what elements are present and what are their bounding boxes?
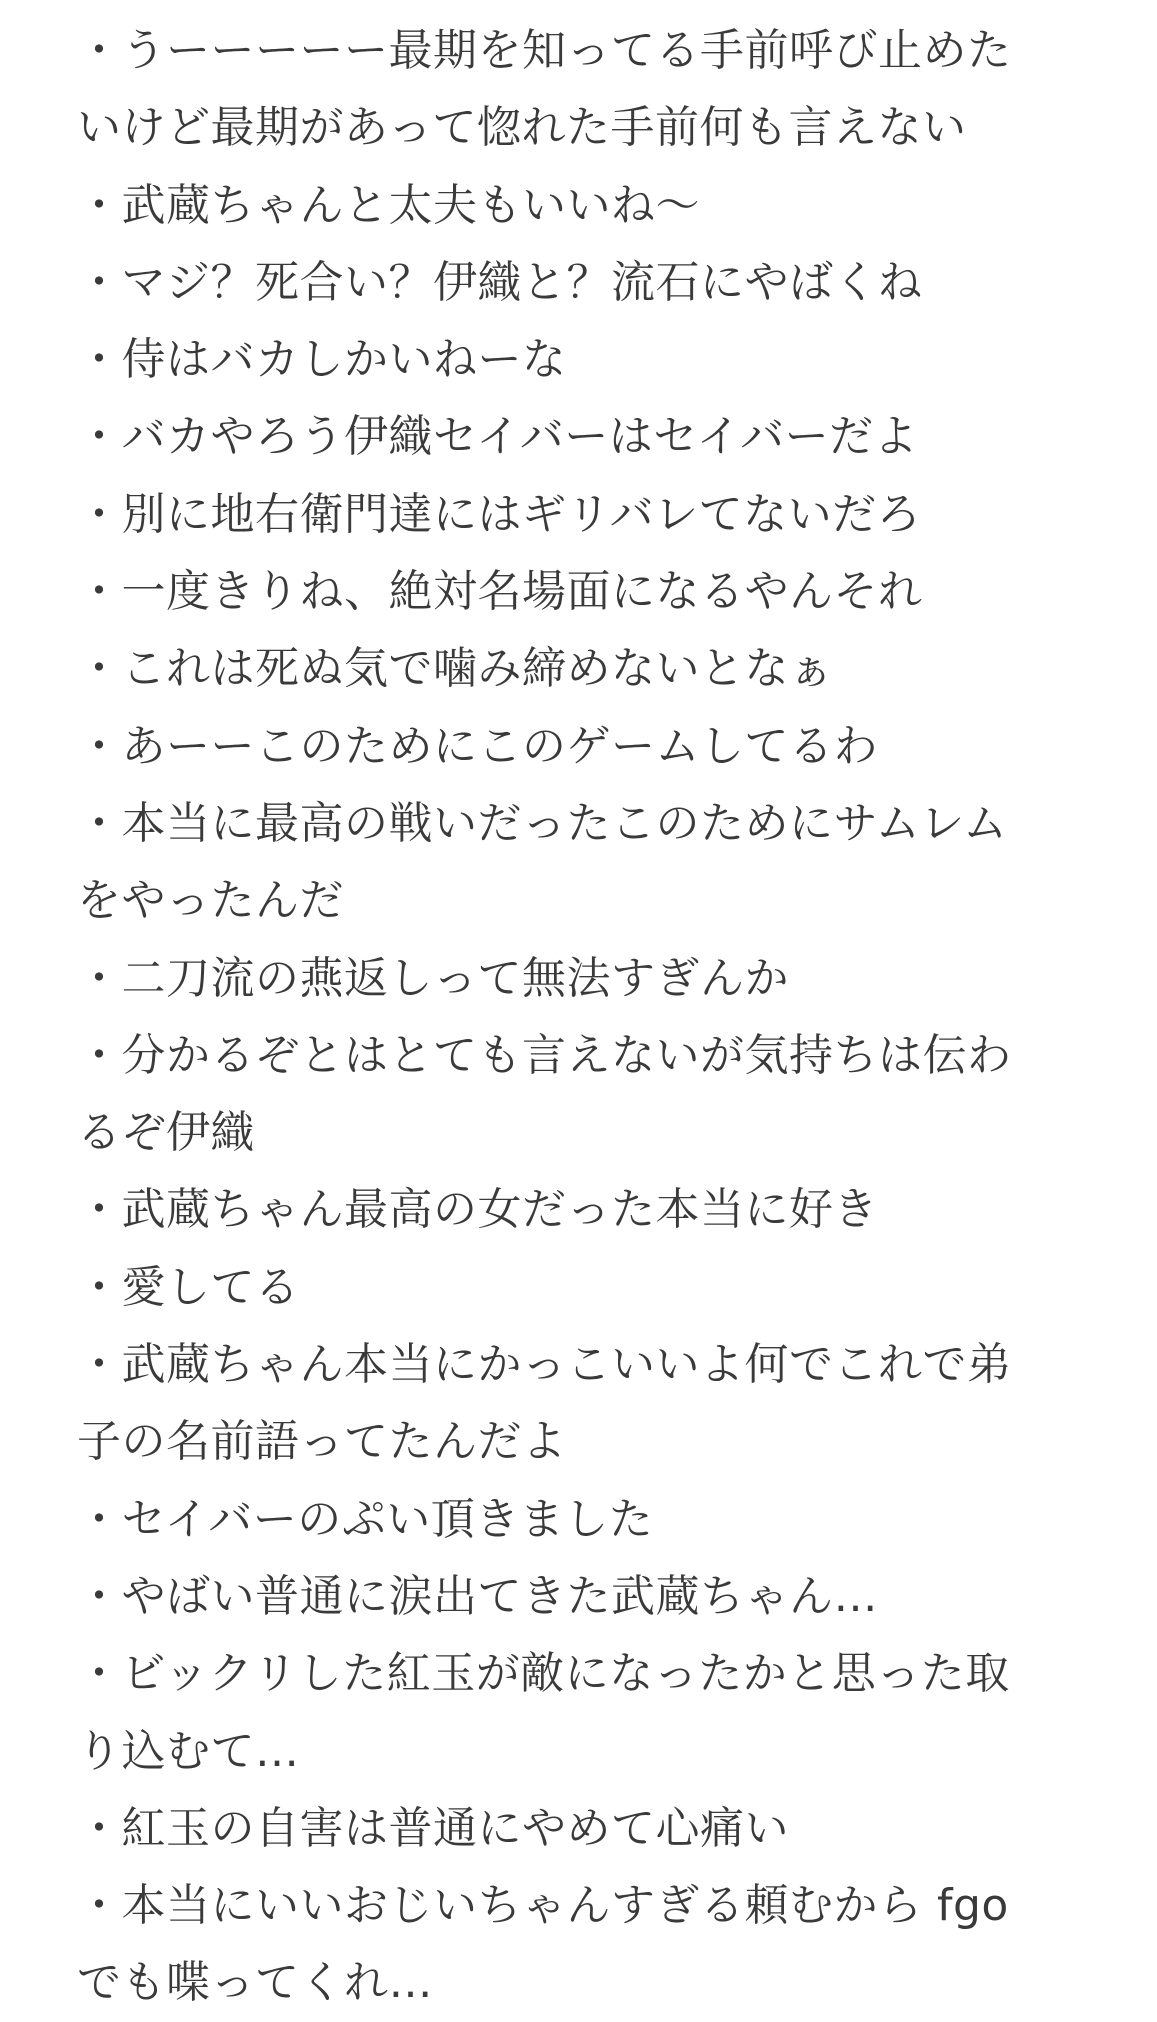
text-line: ・紅玉の自害は普通にやめて心痛い bbox=[77, 1802, 789, 1854]
text-line: ・武蔵ちゃん本当にかっこいいよ何でこれで弟 bbox=[77, 1339, 1012, 1391]
text-line: ・侍はバカしかいねーな bbox=[77, 334, 567, 386]
text-line: ・やばい普通に涙出てきた武蔵ちゃん… bbox=[77, 1570, 878, 1622]
text-line: るぞ伊織 bbox=[77, 1107, 255, 1159]
text-line: ・あーーこのためにこのゲームしてるわ bbox=[77, 720, 878, 772]
comment-list bbox=[77, 12, 1077, 2022]
text-line: でも喋ってくれ… bbox=[77, 1957, 433, 2009]
text-line: ・本当に最高の戦いだったこのためにサムレム bbox=[77, 797, 1008, 849]
text-line: をやったんだ bbox=[77, 875, 344, 927]
text-line: ・分かるぞとはとても言えないが気持ちは伝わ bbox=[77, 1029, 1012, 1081]
text-line: ・一度きりね、絶対名場面になるやんそれ bbox=[77, 566, 923, 618]
text-line: 子の名前語ってたんだよ bbox=[77, 1416, 567, 1468]
text-line: ・二刀流の燕返しって無法すぎんか bbox=[77, 952, 789, 1004]
text-line: いけど最期があって惚れた手前何も言えない bbox=[77, 102, 967, 154]
text-line: ・愛してる bbox=[77, 1261, 300, 1313]
text-line: ・セイバーのぷい頂きました bbox=[77, 1493, 654, 1545]
text-line: ・武蔵ちゃんと太夫もいいね〜 bbox=[77, 179, 700, 231]
text-line: ・武蔵ちゃん最高の女だった本当に好き bbox=[77, 1184, 878, 1236]
text-line: ・本当にいいおじいちゃんすぎる頼むから fgo bbox=[77, 1880, 1009, 1932]
text-line: ・ビックリした紅玉が敵になったかと思った取 bbox=[77, 1648, 1010, 1700]
text-line: り込むて… bbox=[77, 1725, 300, 1777]
text-line: ・うーーーーー最期を知ってる手前呼び止めた bbox=[77, 25, 1012, 76]
text-line: ・マジ？死合い？伊織と？流石にやばくね bbox=[77, 256, 923, 308]
text-line: ・これは死ぬ気で噛み締めないとなぁ bbox=[77, 643, 834, 695]
text-line: ・別に地右衛門達にはギリバレてないだろ bbox=[77, 488, 922, 540]
text-line: ・バカやろう伊織セイバーはセイバーだよ bbox=[77, 411, 919, 463]
